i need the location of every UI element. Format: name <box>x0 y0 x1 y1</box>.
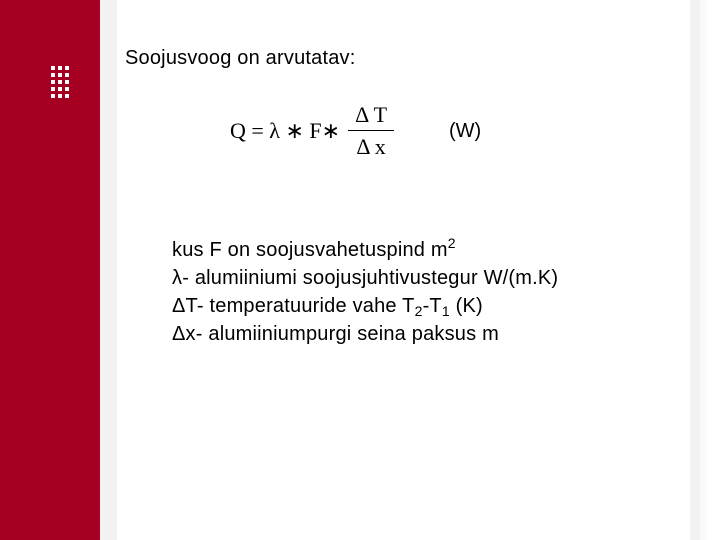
right-light-strip <box>690 0 700 540</box>
left-light-strip <box>100 0 117 540</box>
definition-temperature-unit: (K) <box>449 295 483 317</box>
definition-temperature-difference <box>172 292 558 320</box>
definition-area-exponent: 2 <box>447 235 456 251</box>
formula-lhs: Q = λ ∗ F∗ <box>230 118 341 143</box>
definition-conductivity: λ- alumiiniumi soojusjuhtivustegur W/(m.K) <box>172 267 559 289</box>
left-white-strip <box>117 0 125 540</box>
right-lighter-strip <box>700 0 707 540</box>
formula-denominator: Δ x <box>356 134 386 159</box>
slide-title: Soojusvoog on arvutatav: <box>125 47 356 69</box>
definition-area-text: kus F on soojusvahetuspind m <box>172 239 448 261</box>
definition-temperature-sub-2: 2 <box>414 303 423 319</box>
definition-wall-thickness: Δx- alumiiniumpurgi seina paksus m <box>172 323 499 345</box>
definition-temperature-text: ΔT- temperatuuride vahe T <box>172 295 415 317</box>
formula-fraction <box>348 102 394 160</box>
heat-flow-formula <box>230 100 394 162</box>
definition-temperature-mid: -T <box>422 295 442 317</box>
definition-temperature-sub-1: 1 <box>441 303 450 319</box>
formula-unit: (W) <box>449 120 482 142</box>
formula-numerator: Δ T <box>355 102 388 127</box>
logo-grid-icon <box>51 66 69 100</box>
left-accent-band <box>0 0 100 540</box>
definition-area <box>172 236 558 264</box>
definitions-list <box>172 236 558 348</box>
